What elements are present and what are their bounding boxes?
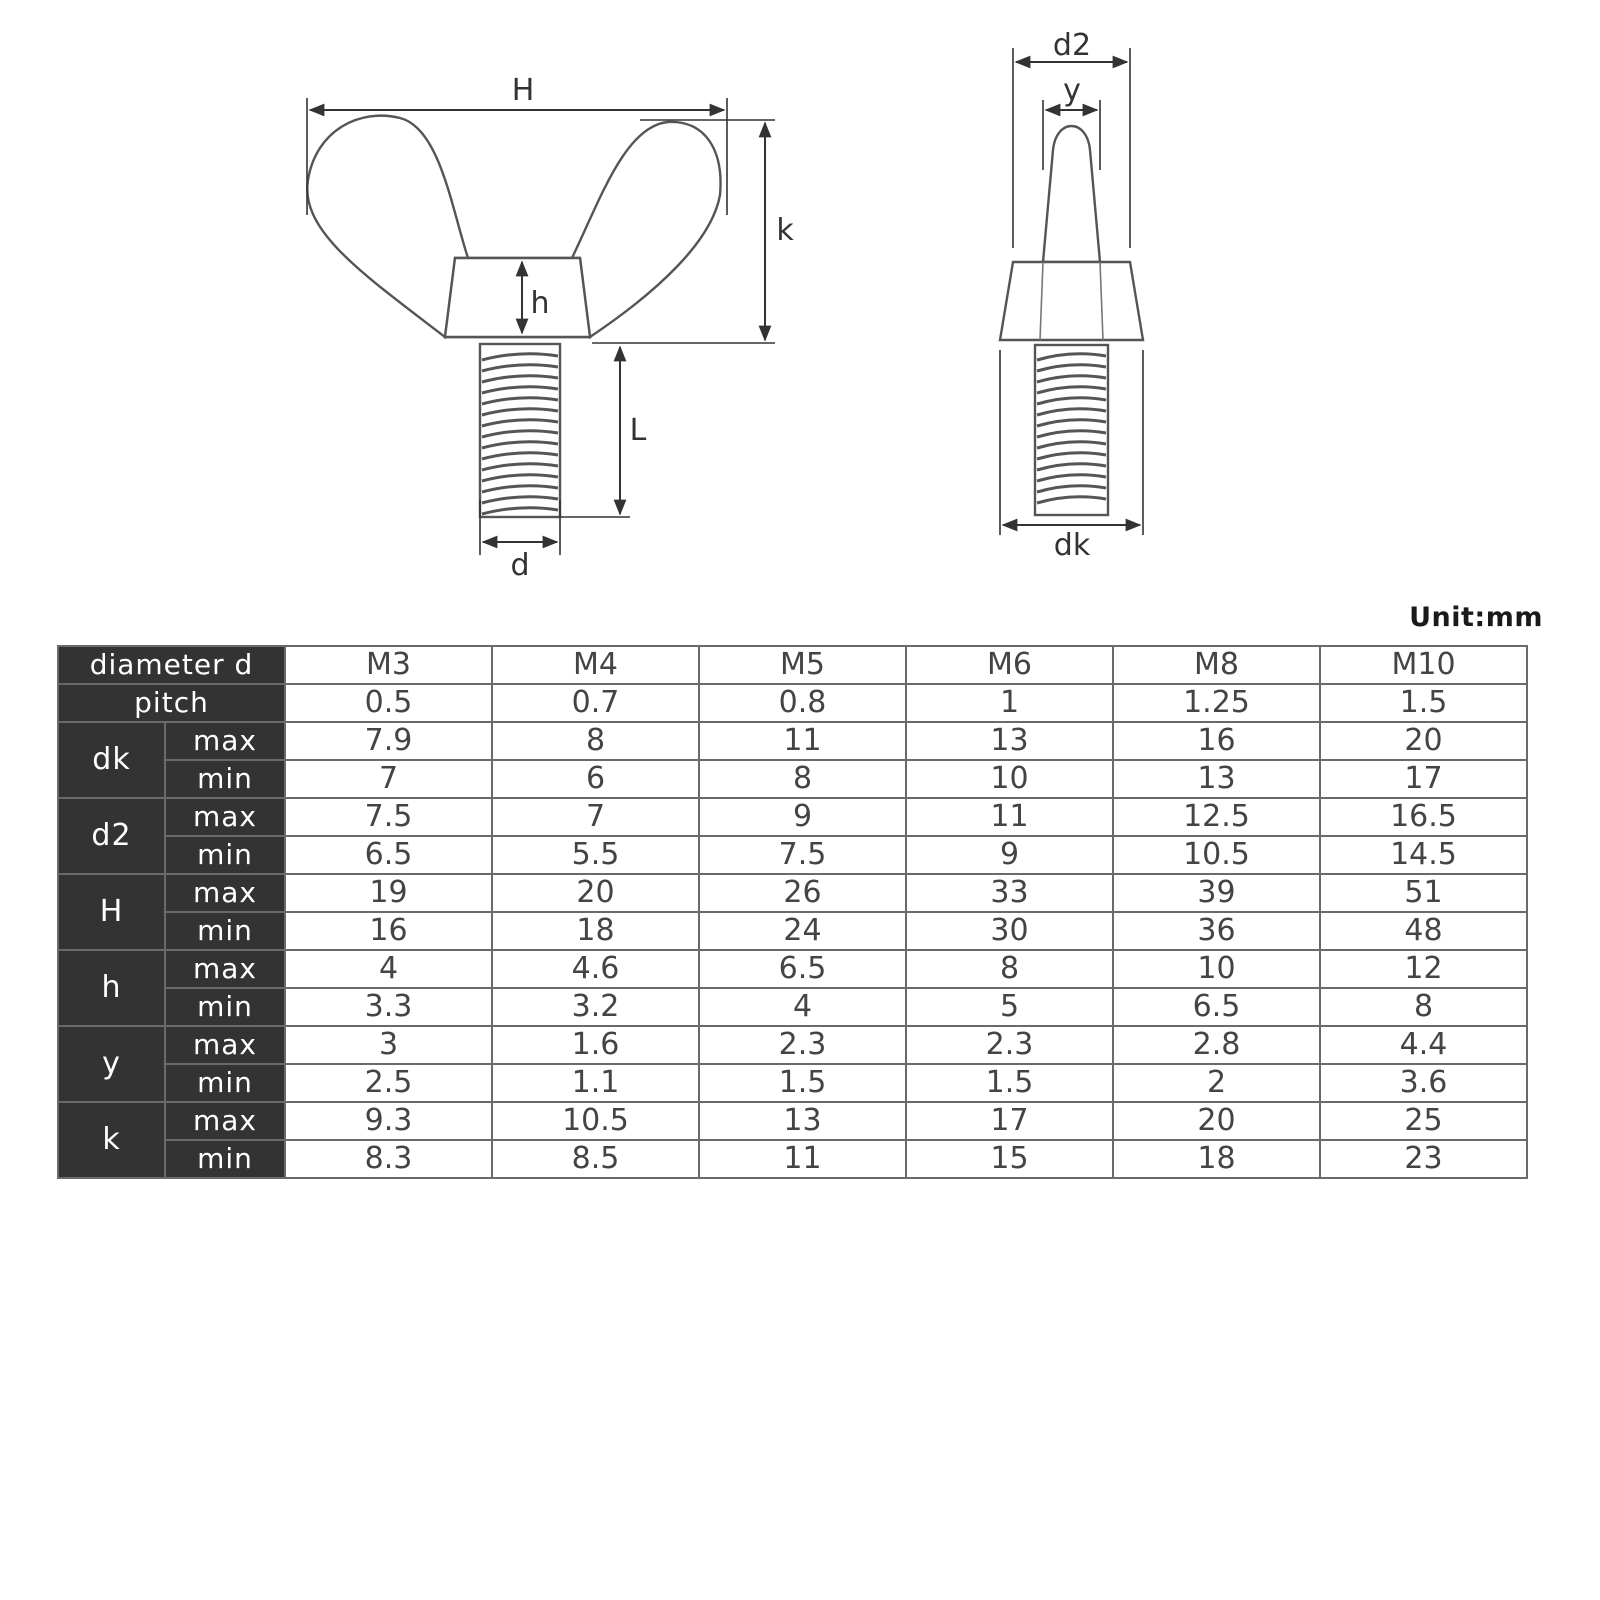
dim-label-y: y bbox=[1063, 73, 1081, 108]
value-cell: 10 bbox=[906, 760, 1113, 798]
value-cell: 11 bbox=[699, 722, 906, 760]
value-cell: 30 bbox=[906, 912, 1113, 950]
value-cell: 10.5 bbox=[1113, 836, 1320, 874]
value-cell: 8 bbox=[699, 760, 906, 798]
pitch-cell: 1.5 bbox=[1320, 684, 1527, 722]
value-cell: 19 bbox=[285, 874, 492, 912]
value-cell: 11 bbox=[699, 1140, 906, 1178]
value-cell: 3.2 bbox=[492, 988, 699, 1026]
value-cell: 23 bbox=[1320, 1140, 1527, 1178]
wing-screw-drawing bbox=[0, 0, 1600, 600]
value-cell: 16.5 bbox=[1320, 798, 1527, 836]
size-cell: M5 bbox=[699, 646, 906, 684]
value-cell: 33 bbox=[906, 874, 1113, 912]
value-cell: 24 bbox=[699, 912, 906, 950]
value-cell: 8 bbox=[492, 722, 699, 760]
table-row bbox=[58, 874, 1527, 912]
value-cell: 12.5 bbox=[1113, 798, 1320, 836]
row-label-max: max bbox=[165, 950, 285, 988]
row-label-min: min bbox=[165, 912, 285, 950]
value-cell: 20 bbox=[1113, 1102, 1320, 1140]
value-cell: 6.5 bbox=[1113, 988, 1320, 1026]
value-cell: 4.4 bbox=[1320, 1026, 1527, 1064]
value-cell: 1.1 bbox=[492, 1064, 699, 1102]
pitch-cell: 1 bbox=[906, 684, 1113, 722]
pitch-header: pitch bbox=[58, 684, 285, 722]
side-wing bbox=[1043, 126, 1100, 262]
value-cell: 9 bbox=[906, 836, 1113, 874]
value-cell: 1.5 bbox=[906, 1064, 1113, 1102]
dim-label-d2: d2 bbox=[1052, 28, 1092, 63]
value-cell: 7.9 bbox=[285, 722, 492, 760]
row-label-min: min bbox=[165, 988, 285, 1026]
value-cell: 4 bbox=[285, 950, 492, 988]
table-row bbox=[58, 988, 1527, 1026]
side-view bbox=[1000, 28, 1143, 563]
row-label-min: min bbox=[165, 1064, 285, 1102]
value-cell: 7 bbox=[285, 760, 492, 798]
table-row bbox=[58, 950, 1527, 988]
row-label-min: min bbox=[165, 1140, 285, 1178]
row-label-max: max bbox=[165, 874, 285, 912]
value-cell: 13 bbox=[1113, 760, 1320, 798]
dim-label-H: H bbox=[511, 73, 535, 108]
pitch-cell: 1.25 bbox=[1113, 684, 1320, 722]
row-label-max: max bbox=[165, 798, 285, 836]
value-cell: 25 bbox=[1320, 1102, 1527, 1140]
value-cell: 12 bbox=[1320, 950, 1527, 988]
value-cell: 26 bbox=[699, 874, 906, 912]
pitch-cell: 0.8 bbox=[699, 684, 906, 722]
value-cell: 8 bbox=[906, 950, 1113, 988]
table-row bbox=[58, 1140, 1527, 1178]
row-label-max: max bbox=[165, 1026, 285, 1064]
value-cell: 8 bbox=[1320, 988, 1527, 1026]
size-cell: M8 bbox=[1113, 646, 1320, 684]
value-cell: 2.8 bbox=[1113, 1026, 1320, 1064]
dim-label-d: d bbox=[510, 548, 530, 583]
size-cell: M4 bbox=[492, 646, 699, 684]
table-row bbox=[58, 836, 1527, 874]
value-cell: 13 bbox=[699, 1102, 906, 1140]
right-wing bbox=[572, 122, 721, 337]
table-row bbox=[58, 798, 1527, 836]
value-cell: 4 bbox=[699, 988, 906, 1026]
value-cell: 39 bbox=[1113, 874, 1320, 912]
value-cell: 20 bbox=[492, 874, 699, 912]
dim-label-dk: dk bbox=[1053, 528, 1091, 563]
value-cell: 51 bbox=[1320, 874, 1527, 912]
value-cell: 6.5 bbox=[285, 836, 492, 874]
table-row bbox=[58, 722, 1527, 760]
row-label-max: max bbox=[165, 722, 285, 760]
value-cell: 3.6 bbox=[1320, 1064, 1527, 1102]
value-cell: 8.3 bbox=[285, 1140, 492, 1178]
table-row bbox=[58, 1064, 1527, 1102]
group-label-d2: d2 bbox=[58, 798, 165, 874]
value-cell: 1.6 bbox=[492, 1026, 699, 1064]
value-cell: 16 bbox=[1113, 722, 1320, 760]
group-label-y: y bbox=[58, 1026, 165, 1102]
value-cell: 2.3 bbox=[699, 1026, 906, 1064]
value-cell: 5 bbox=[906, 988, 1113, 1026]
table-row bbox=[58, 1102, 1527, 1140]
value-cell: 17 bbox=[1320, 760, 1527, 798]
value-cell: 9.3 bbox=[285, 1102, 492, 1140]
dim-label-h: h bbox=[530, 286, 550, 321]
pitch-row bbox=[58, 684, 1527, 722]
row-label-min: min bbox=[165, 836, 285, 874]
value-cell: 36 bbox=[1113, 912, 1320, 950]
dim-label-k: k bbox=[776, 213, 794, 248]
value-cell: 7 bbox=[492, 798, 699, 836]
value-cell: 17 bbox=[906, 1102, 1113, 1140]
header-row bbox=[58, 646, 1527, 684]
value-cell: 15 bbox=[906, 1140, 1113, 1178]
value-cell: 18 bbox=[492, 912, 699, 950]
dim-label-L: L bbox=[629, 413, 647, 448]
table-row bbox=[58, 912, 1527, 950]
unit-label: Unit:mm bbox=[1409, 602, 1543, 633]
front-head bbox=[445, 258, 590, 337]
pitch-cell: 0.5 bbox=[285, 684, 492, 722]
pitch-cell: 0.7 bbox=[492, 684, 699, 722]
value-cell: 3 bbox=[285, 1026, 492, 1064]
value-cell: 14.5 bbox=[1320, 836, 1527, 874]
value-cell: 9 bbox=[699, 798, 906, 836]
value-cell: 2.3 bbox=[906, 1026, 1113, 1064]
value-cell: 8.5 bbox=[492, 1140, 699, 1178]
table-row bbox=[58, 1026, 1527, 1064]
spec-table bbox=[57, 645, 1528, 1179]
diameter-header: diameter d bbox=[58, 646, 285, 684]
value-cell: 20 bbox=[1320, 722, 1527, 760]
value-cell: 48 bbox=[1320, 912, 1527, 950]
value-cell: 13 bbox=[906, 722, 1113, 760]
value-cell: 6 bbox=[492, 760, 699, 798]
value-cell: 16 bbox=[285, 912, 492, 950]
value-cell: 5.5 bbox=[492, 836, 699, 874]
value-cell: 10 bbox=[1113, 950, 1320, 988]
group-label-k: k bbox=[58, 1102, 165, 1178]
value-cell: 1.5 bbox=[699, 1064, 906, 1102]
group-label-h: h bbox=[58, 950, 165, 1026]
group-label-dk: dk bbox=[58, 722, 165, 798]
size-cell: M3 bbox=[285, 646, 492, 684]
value-cell: 2.5 bbox=[285, 1064, 492, 1102]
value-cell: 11 bbox=[906, 798, 1113, 836]
value-cell: 10.5 bbox=[492, 1102, 699, 1140]
value-cell: 4.6 bbox=[492, 950, 699, 988]
value-cell: 7.5 bbox=[699, 836, 906, 874]
side-head bbox=[1000, 262, 1143, 340]
left-wing bbox=[307, 116, 468, 337]
value-cell: 2 bbox=[1113, 1064, 1320, 1102]
front-view bbox=[307, 73, 794, 583]
row-label-max: max bbox=[165, 1102, 285, 1140]
value-cell: 6.5 bbox=[699, 950, 906, 988]
value-cell: 18 bbox=[1113, 1140, 1320, 1178]
group-label-H: H bbox=[58, 874, 165, 950]
size-cell: M10 bbox=[1320, 646, 1527, 684]
table-row bbox=[58, 760, 1527, 798]
value-cell: 7.5 bbox=[285, 798, 492, 836]
size-cell: M6 bbox=[906, 646, 1113, 684]
row-label-min: min bbox=[165, 760, 285, 798]
value-cell: 3.3 bbox=[285, 988, 492, 1026]
